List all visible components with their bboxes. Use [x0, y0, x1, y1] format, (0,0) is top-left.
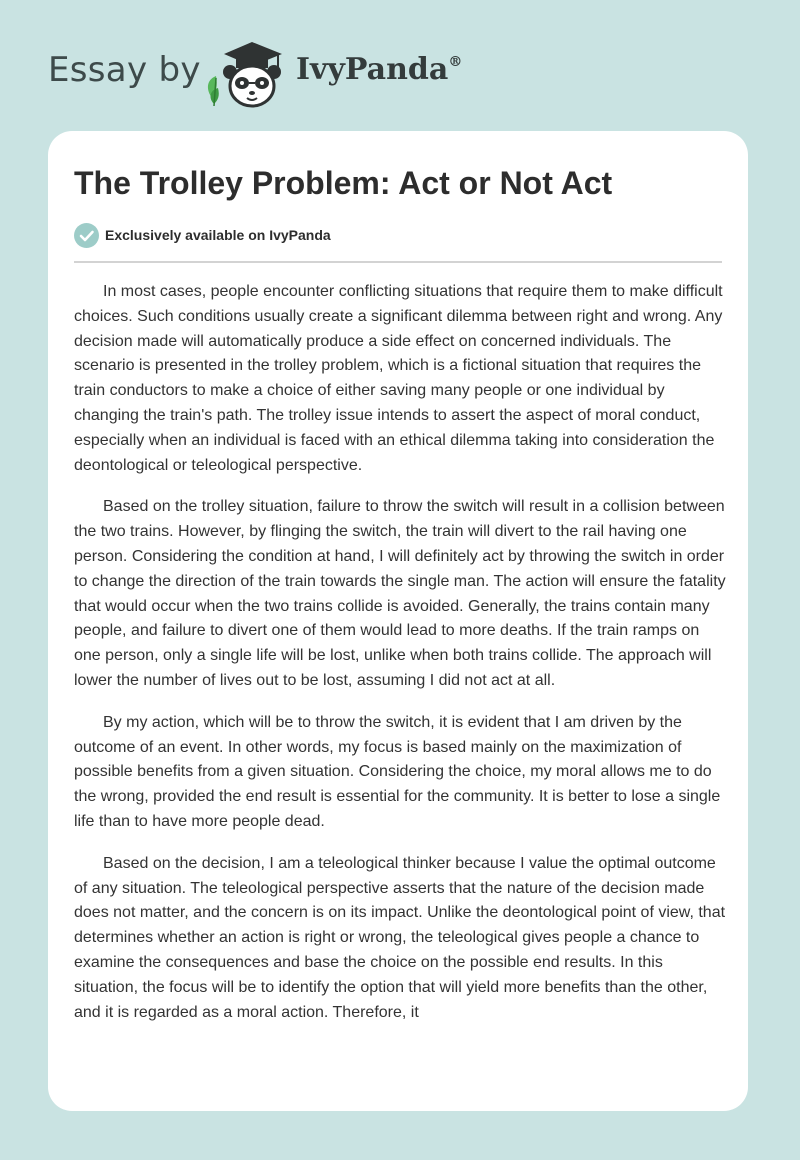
site-header [0, 0, 800, 130]
exclusive-badge-text: Exclusively available on IvyPanda [105, 227, 331, 243]
title-divider [74, 261, 722, 263]
registered-mark: ® [448, 54, 463, 70]
panda-graduate-icon[interactable] [202, 36, 294, 110]
brand-name-text: IvyPanda [296, 52, 449, 87]
essay-card [48, 131, 748, 1111]
ivy-leaf-icon [208, 76, 219, 106]
essay-body [74, 280, 726, 1042]
essay-paragraph: Based on the trolley situation, failure to throw the switch will result in a collision between the two trains. However, by flinging the switch, the train will divert to the rail having one person. Considering the condition at hand, I will definitely act by throwing the switch in order to change the direction of the train towards the single man. The action will ensure the fatality that would occur when the two trains collide is avoided. Generally, the trains contain many people, and failure to divert one of them would lead to more deaths. If the train ramps on one person, only a single life will be lost, unlike when both trains collide. The approach will lower the number of lives out to be lost, assuming I did not act at all. [74, 498, 726, 689]
essay-by-label: Essay by [48, 50, 201, 90]
essay-paragraph: Based on the decision, I am a teleological thinker because I value the optimal outcome of any situation. The teleological perspective asserts that the nature of the decision made does not matter, and the concern is on its impact. Unlike the deontological point of view, that determines whether an action is right or wrong, the teleological gives people a chance to examine the consequences and base the choice on the possible end results. In this situation, the focus will be to identify the option that will yield more benefits than the other, and it is regarded as a moral action. Therefore, it [74, 854, 726, 1021]
check-circle-icon [74, 223, 99, 248]
brand-name[interactable] [296, 52, 462, 87]
exclusive-badge [74, 222, 331, 248]
essay-paragraph: By my action, which will be to throw the switch, it is evident that I am driven by the outcome of an event. In other words, my focus is based mainly on the maximization of possible benefits from a given situation. Considering the choice, my moral allows me to do the wrong, provided the end result is essential for the community. It is better to lose a single life than to have more people dead. [74, 713, 721, 830]
essay-paragraph: In most cases, people encounter conflicting situations that require them to make difficult choices. Such conditions usually create a significant dilemma between right and wrong. Any decision made will automatically produce a side effect on concerned individuals. The scenario is presented in the trolley problem, which is a fictional situation that requires the train conductors to make a choice of either saving many people or one individual by changing the train's path. The trolley issue intends to assert the aspect of moral conduct, especially when an individual is faced with an ethical dilemma taking into consideration the deontological or teleological perspective. [74, 283, 723, 474]
page-title: The Trolley Problem: Act or Not Act [74, 165, 613, 201]
